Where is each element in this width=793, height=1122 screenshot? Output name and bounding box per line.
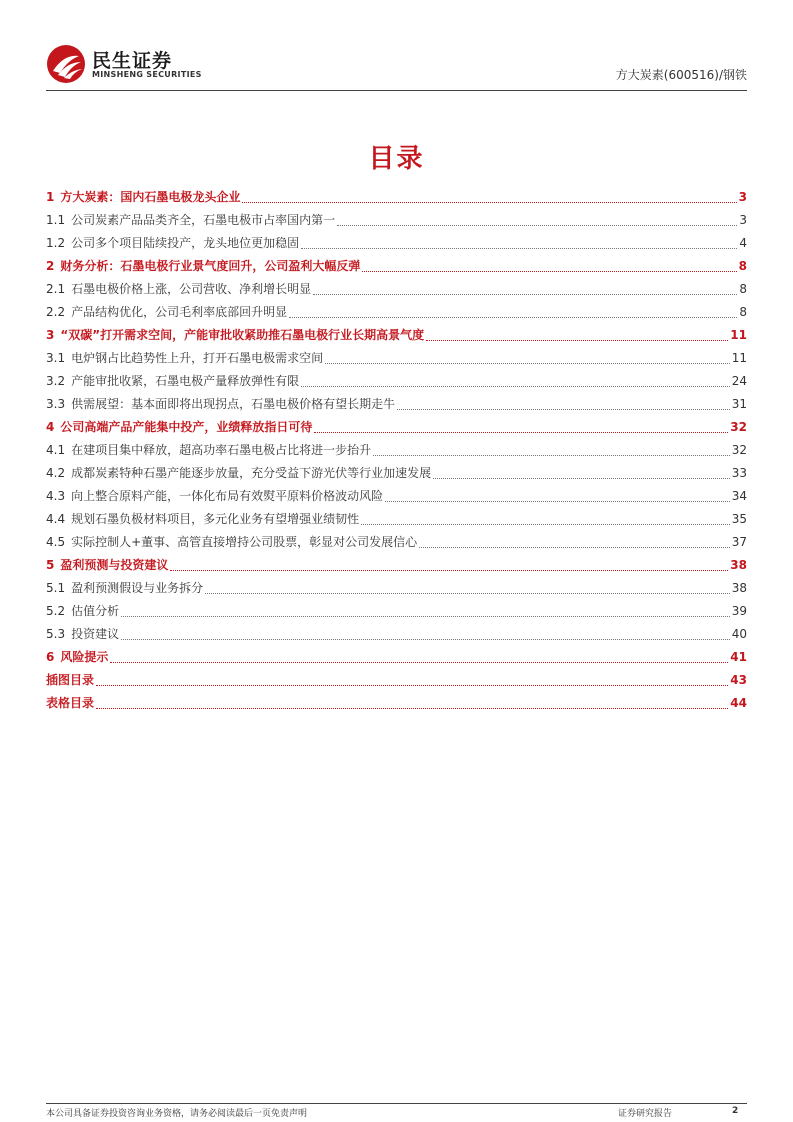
toc-entry-page: 38	[730, 558, 747, 572]
toc-entry-page: 24	[731, 374, 747, 388]
toc-entry-title: 公司高端产品产能集中投产，业绩释放指日可待	[60, 420, 313, 434]
toc-entry-page: 41	[730, 650, 747, 664]
toc-dot-leader	[362, 271, 736, 272]
table-of-contents	[46, 188, 747, 717]
toc-entry-section[interactable]	[46, 533, 747, 556]
toc-entry-chapter[interactable]	[46, 188, 747, 211]
toc-entry-number: 1	[46, 190, 55, 204]
toc-entry-section[interactable]	[46, 372, 747, 395]
toc-entry-number: 3.2	[46, 374, 66, 388]
toc-entry-title: 在建项目集中释放，超高功率石墨电极占比将进一步抬升	[71, 443, 372, 457]
toc-entry-chapter[interactable]	[46, 648, 747, 671]
toc-entry-section[interactable]	[46, 625, 747, 648]
toc-entry-number: 2	[46, 259, 55, 273]
toc-entry-chapter[interactable]	[46, 418, 747, 441]
toc-entry-section[interactable]	[46, 234, 747, 257]
toc-entry-number: 3.3	[46, 397, 66, 411]
toc-dot-leader	[289, 317, 737, 318]
toc-entry-number: 3	[46, 328, 55, 342]
toc-entry-page: 40	[731, 627, 747, 641]
toc-dot-leader	[385, 501, 730, 502]
toc-entry-number: 4.4	[46, 512, 66, 526]
toc-dot-leader	[426, 340, 728, 341]
toc-entry-page: 34	[731, 489, 747, 503]
toc-entry-chapter[interactable]	[46, 326, 747, 349]
toc-dot-leader	[121, 639, 730, 640]
toc-entry-page: 8	[738, 259, 747, 273]
toc-entry-number: 5.2	[46, 604, 66, 618]
toc-entry-page: 44	[730, 696, 747, 710]
toc-dot-leader	[301, 248, 737, 249]
toc-entry-chapter[interactable]	[46, 694, 747, 717]
footer-report-type: 证券研究报告	[618, 1109, 673, 1119]
toc-entry-title: 石墨电极价格上涨，公司营收、净利增长明显	[71, 282, 312, 296]
toc-dot-leader	[242, 202, 736, 203]
toc-entry-number: 2.2	[46, 305, 66, 319]
toc-entry-page: 11	[731, 351, 747, 365]
toc-entry-title: 公司多个项目陆续投产，龙头地位更加稳固	[71, 236, 300, 250]
toc-entry-title: 插图目录	[46, 673, 95, 687]
toc-entry-section[interactable]	[46, 395, 747, 418]
toc-entry-title: 产能审批收紧，石墨电极产量释放弹性有限	[71, 374, 300, 388]
toc-entry-number: 4.5	[46, 535, 66, 549]
toc-entry-page: 33	[731, 466, 747, 480]
toc-entry-title: 估值分析	[71, 604, 120, 618]
toc-entry-title: 盈利预测假设与业务拆分	[71, 581, 204, 595]
toc-dot-leader	[337, 225, 737, 226]
toc-entry-chapter[interactable]	[46, 556, 747, 579]
header-divider	[46, 90, 747, 91]
toc-entry-section[interactable]	[46, 510, 747, 533]
toc-entry-number: 5	[46, 558, 55, 572]
toc-entry-section[interactable]	[46, 280, 747, 303]
toc-entry-title: 向上整合原料产能，一体化布局有效熨平原料价格波动风险	[71, 489, 384, 503]
toc-entry-title: 表格目录	[46, 696, 95, 710]
toc-entry-page: 3	[738, 190, 747, 204]
toc-entry-page: 3	[739, 213, 747, 227]
report-title: 方大炭素(600516)/钢铁	[615, 68, 747, 82]
toc-dot-leader	[397, 409, 730, 410]
toc-entry-title: 产品结构优化，公司毛利率底部回升明显	[71, 305, 288, 319]
toc-entry-number: 1.1	[46, 213, 66, 227]
toc-dot-leader	[96, 685, 728, 686]
company-logo	[46, 44, 226, 86]
toc-entry-section[interactable]	[46, 349, 747, 372]
toc-entry-number: 1.2	[46, 236, 66, 250]
toc-dot-leader	[314, 432, 728, 433]
footer-divider	[46, 1103, 747, 1104]
toc-entry-page: 31	[731, 397, 747, 411]
page-title: 目录	[368, 144, 425, 174]
toc-entry-page: 35	[731, 512, 747, 526]
toc-entry-title: 风险提示	[60, 650, 109, 664]
toc-dot-leader	[205, 593, 730, 594]
toc-entry-section[interactable]	[46, 441, 747, 464]
toc-dot-leader	[301, 386, 730, 387]
minsheng-logo-icon	[46, 44, 86, 84]
toc-dot-leader	[313, 294, 737, 295]
toc-entry-title: 公司炭素产品品类齐全，石墨电极市占率国内第一	[71, 213, 336, 227]
toc-entry-title: 实际控制人+董事、高管直接增持公司股票，彰显对公司发展信心	[71, 535, 418, 549]
toc-entry-title: 成都炭素特种石墨产能逐步放量，充分受益下游光伏等行业加速发展	[71, 466, 432, 480]
toc-dot-leader	[419, 547, 730, 548]
toc-entry-page: 8	[739, 305, 747, 319]
toc-entry-title: 电炉钢占比趋势性上升，打开石墨电极需求空间	[71, 351, 324, 365]
toc-entry-title: “双碳”打开需求空间，产能审批收紧助推石墨电极行业长期高景气度	[60, 328, 425, 342]
toc-entry-number: 4	[46, 420, 55, 434]
toc-entry-page: 4	[739, 236, 747, 250]
toc-entry-number: 5.1	[46, 581, 66, 595]
toc-dot-leader	[373, 455, 730, 456]
toc-dot-leader	[433, 478, 730, 479]
toc-dot-leader	[170, 570, 728, 571]
toc-entry-page: 43	[730, 673, 747, 687]
toc-entry-section[interactable]	[46, 211, 747, 234]
toc-entry-page: 32	[731, 443, 747, 457]
toc-entry-number: 4.2	[46, 466, 66, 480]
toc-entry-title: 规划石墨负极材料项目，多元化业务有望增强业绩韧性	[71, 512, 360, 526]
toc-dot-leader	[110, 662, 728, 663]
toc-entry-title: 盈利预测与投资建议	[60, 558, 169, 572]
toc-entry-title: 财务分析：石墨电极行业景气度回升，公司盈利大幅反弹	[60, 259, 361, 273]
toc-entry-number: 3.1	[46, 351, 66, 365]
toc-entry-number: 4.1	[46, 443, 66, 457]
toc-entry-section[interactable]	[46, 602, 747, 625]
toc-dot-leader	[121, 616, 730, 617]
page-number: 2	[732, 1106, 739, 1116]
toc-dot-leader	[361, 524, 730, 525]
logo-english-name: MINSHENG SECURITIES	[92, 70, 202, 79]
toc-entry-section[interactable]	[46, 487, 747, 510]
toc-entry-section[interactable]	[46, 464, 747, 487]
toc-dot-leader	[325, 363, 730, 364]
toc-entry-page: 8	[739, 282, 747, 296]
logo-chinese-name: 民生证券	[92, 50, 173, 72]
toc-entry-page: 37	[731, 535, 747, 549]
toc-entry-title: 供需展望：基本面即将出现拐点，石墨电极价格有望长期走牛	[71, 397, 396, 411]
toc-entry-page: 32	[730, 420, 747, 434]
toc-entry-number: 5.3	[46, 627, 66, 641]
toc-entry-title: 投资建议	[71, 627, 120, 641]
footer-disclaimer: 本公司具备证券投资咨询业务资格，请务必阅读最后一页免责声明	[46, 1109, 308, 1119]
toc-entry-page: 38	[731, 581, 747, 595]
toc-entry-section[interactable]	[46, 303, 747, 326]
toc-entry-page: 11	[730, 328, 747, 342]
toc-dot-leader	[96, 708, 728, 709]
toc-entry-number: 2.1	[46, 282, 66, 296]
toc-entry-page: 39	[731, 604, 747, 618]
toc-entry-number: 6	[46, 650, 55, 664]
toc-entry-number: 4.3	[46, 489, 66, 503]
toc-entry-chapter[interactable]	[46, 257, 747, 280]
toc-entry-section[interactable]	[46, 579, 747, 602]
toc-entry-chapter[interactable]	[46, 671, 747, 694]
toc-entry-title: 方大炭素：国内石墨电极龙头企业	[60, 190, 241, 204]
